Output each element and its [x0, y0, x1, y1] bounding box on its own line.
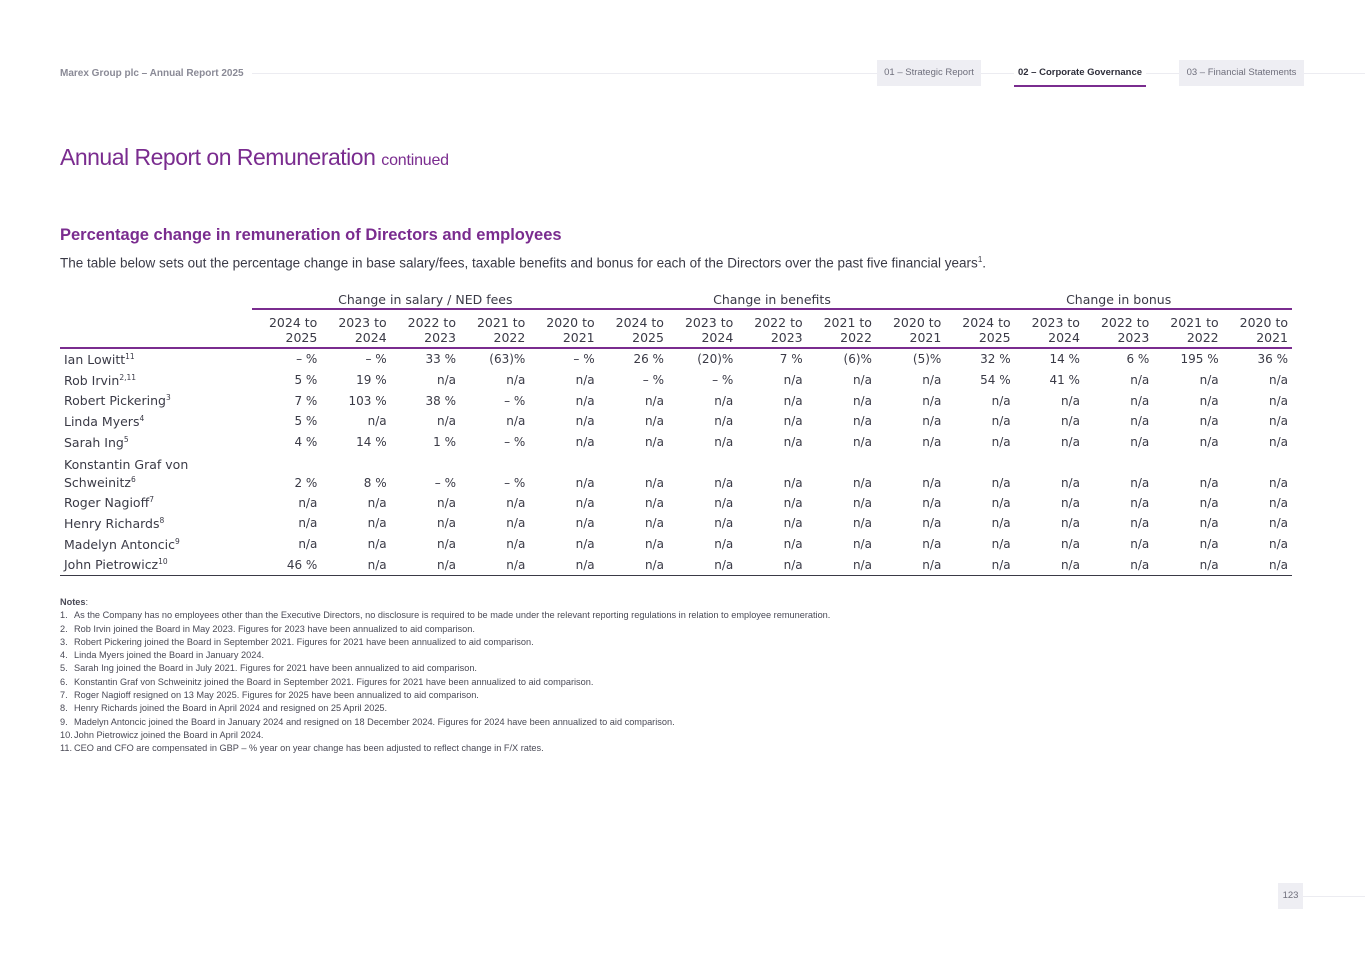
intro-body: The table below sets out the percentage change in base salary/fees, taxable benefits and bonus for each of the Directors over the past five financial years	[60, 255, 978, 271]
year-header-from: 2024 to	[962, 315, 1011, 330]
table-cell: n/a	[436, 537, 456, 552]
table-cell: – %	[504, 435, 526, 450]
year-header-to: 2021	[909, 330, 942, 345]
note-item	[60, 649, 830, 662]
table-cell: n/a	[783, 537, 803, 552]
table-cell: n/a	[506, 414, 526, 429]
table-cell: n/a	[714, 495, 734, 510]
director-name	[60, 555, 252, 576]
note-item	[60, 729, 830, 742]
note-text: Konstantin Graf von Schweinitz joined the Board in September 2021. Figures for 2021 have been annualized to aid comparison.	[74, 676, 594, 687]
year-header-from: 2020 to	[892, 315, 942, 330]
table-cell: – %	[504, 476, 526, 491]
note-item	[60, 662, 830, 675]
table-cell: 36 %	[1257, 352, 1288, 367]
year-header-from: 2023 to	[684, 315, 734, 330]
table-cell: (20)%	[697, 352, 734, 367]
table-cell: n/a	[644, 435, 664, 450]
year-header-from: 2021 to	[823, 315, 872, 330]
table-cell: n/a	[1060, 435, 1080, 450]
year-header-blank	[60, 309, 252, 348]
year-header-to: 2025	[978, 330, 1011, 345]
table-cell: n/a	[1130, 495, 1150, 510]
table-cell: 5 %	[294, 373, 318, 388]
tab-corporate-governance[interactable]: 02 – Corporate Governance	[1014, 60, 1146, 87]
table-cell: n/a	[991, 516, 1011, 531]
tab-strategic-report[interactable]: 01 – Strategic Report	[877, 60, 981, 86]
table-cell: 8 %	[363, 476, 387, 491]
note-number: 1.	[60, 610, 68, 621]
table-cell: n/a	[1268, 476, 1288, 491]
table-cell: n/a	[807, 555, 876, 576]
table-cell: n/a	[436, 373, 456, 388]
report-name: Marex Group plc – Annual Report 2025	[60, 68, 252, 79]
notes	[60, 596, 830, 756]
notes-title: Notes:	[60, 597, 89, 607]
table-cell: n/a	[298, 495, 318, 510]
table-cell: n/a	[714, 435, 734, 450]
table-cell: 14 %	[1049, 352, 1080, 367]
year-header	[599, 309, 668, 348]
table-cell: n/a	[1130, 414, 1150, 429]
table-cell: n/a	[644, 476, 664, 491]
note-number: 6.	[60, 676, 68, 687]
note-number: 11.	[60, 743, 73, 754]
footnote-ref: 10	[158, 557, 168, 567]
table-cell: n/a	[922, 537, 942, 552]
year-header-from: 2024 to	[268, 315, 318, 330]
table-cell: n/a	[945, 555, 1014, 576]
table-cell: n/a	[852, 495, 872, 510]
table-cell: – %	[642, 373, 664, 388]
table-row	[60, 390, 1292, 411]
table-cell: n/a	[991, 495, 1011, 510]
table-corner	[60, 287, 252, 309]
table-cell: n/a	[783, 495, 803, 510]
table-cell: n/a	[991, 393, 1011, 408]
table-cell: n/a	[1130, 476, 1150, 491]
director-name-text: John Pietrowicz	[64, 557, 159, 573]
footnote-ref: 2,11	[119, 372, 137, 382]
year-header	[945, 309, 1014, 348]
year-header	[252, 309, 321, 348]
table-cell: 2 %	[294, 476, 318, 491]
year-header-to: 2022	[1186, 330, 1219, 345]
table-cell: n/a	[1268, 516, 1288, 531]
intro-text	[60, 255, 986, 271]
table-cell: n/a	[852, 414, 872, 429]
note-number: 7.	[60, 690, 68, 701]
note-number: 5.	[60, 663, 68, 674]
table-cell: n/a	[1060, 414, 1080, 429]
note-text: CEO and CFO are compensated in GBP – % year on year change has been adjusted to reflect change in F/X rates.	[74, 743, 544, 754]
year-header	[460, 309, 529, 348]
table-cell: n/a	[922, 414, 942, 429]
director-name	[60, 534, 252, 555]
director-name-text: Robert Pickering	[64, 393, 166, 409]
table-cell: n/a	[922, 476, 942, 491]
year-header	[529, 309, 598, 348]
table-cell: – %	[712, 373, 734, 388]
table-row	[60, 411, 1292, 432]
note-text: Henry Richards joined the Board in April 2024 and resigned on 25 April 2025.	[74, 703, 388, 714]
table-cell: n/a	[1199, 373, 1219, 388]
table-cell: n/a	[575, 373, 595, 388]
footnote-ref: 4	[139, 413, 145, 423]
table-cell: n/a	[783, 435, 803, 450]
table-cell: n/a	[367, 516, 387, 531]
table-cell: n/a	[1268, 537, 1288, 552]
note-item	[60, 689, 830, 702]
table-row	[60, 534, 1292, 555]
table-cell: n/a	[783, 373, 803, 388]
table-cell: 14 %	[356, 435, 387, 450]
notes-title-text: Notes	[60, 597, 86, 607]
table-row	[60, 555, 1292, 576]
director-name	[60, 452, 252, 492]
director-name	[60, 513, 252, 534]
year-header	[737, 309, 806, 348]
table-cell: n/a	[1268, 495, 1288, 510]
table-cell: n/a	[575, 435, 595, 450]
year-header	[1015, 309, 1084, 348]
table-cell: n/a	[783, 476, 803, 491]
note-number: 8.	[60, 703, 68, 714]
year-header	[391, 309, 460, 348]
table-row	[60, 432, 1292, 453]
table-cell: n/a	[714, 393, 734, 408]
table-cell: 26 %	[633, 352, 664, 367]
table-cell: n/a	[575, 393, 595, 408]
note-text: Sarah Ing joined the Board in July 2021. Figures for 2021 have been annualized to aid comparison.	[74, 663, 477, 674]
director-name-text: Sarah Ing	[64, 434, 124, 450]
note-text: Madelyn Antoncic joined the Board in January 2024 and resigned on 18 December 2024. Figures for 2024 have been annualized to aid comparison.	[74, 716, 675, 727]
director-name-text: Rob Irvin	[64, 372, 120, 388]
table-cell: n/a	[922, 435, 942, 450]
table-cell: n/a	[714, 414, 734, 429]
table-cell: – %	[434, 476, 456, 491]
note-item	[60, 636, 830, 649]
table-cell: n/a	[436, 495, 456, 510]
director-name-line1: Konstantin Graf von	[64, 457, 189, 473]
table-cell: 7 %	[779, 352, 803, 367]
table-cell: n/a	[506, 495, 526, 510]
note-text: John Pietrowicz joined the Board in April 2024.	[74, 729, 264, 740]
table-cell: 38 %	[425, 393, 456, 408]
table-cell: n/a	[460, 555, 529, 576]
footnote-ref: 6	[130, 475, 136, 485]
table-cell: n/a	[1268, 393, 1288, 408]
table-row	[60, 513, 1292, 534]
year-header-to: 2023	[424, 330, 456, 345]
table-cell: n/a	[644, 537, 664, 552]
director-name-text: Henry Richards	[64, 515, 160, 531]
year-header	[807, 309, 876, 348]
table-cell: n/a	[783, 516, 803, 531]
year-header-from: 2021 to	[1170, 315, 1219, 330]
table-cell: n/a	[1199, 476, 1219, 491]
note-text: Robert Pickering joined the Board in September 2021. Figures for 2021 have been annualized to aid comparison.	[74, 636, 534, 647]
table-cell: 1 %	[433, 435, 456, 450]
table-cell: n/a	[506, 537, 526, 552]
table-cell: n/a	[1130, 537, 1150, 552]
year-header-to: 2023	[1117, 330, 1150, 345]
year-header-to: 2024	[354, 330, 387, 345]
year-header-to: 2025	[632, 330, 664, 345]
table-cell: n/a	[575, 495, 595, 510]
year-header-from: 2023 to	[338, 315, 387, 330]
table-cell: 6 %	[1126, 352, 1150, 367]
note-item	[60, 716, 830, 729]
notes-list	[60, 609, 830, 755]
table-cell: (63)%	[489, 352, 526, 367]
tab-financial-statements[interactable]: 03 – Financial Statements	[1179, 60, 1304, 86]
table-cell: n/a	[876, 555, 945, 576]
table-cell: n/a	[298, 516, 318, 531]
table-cell: n/a	[1199, 393, 1219, 408]
page-title-main: Annual Report on Remuneration	[60, 144, 376, 170]
table-cell: n/a	[1153, 555, 1222, 576]
table-row	[60, 370, 1292, 391]
table-cell: n/a	[714, 476, 734, 491]
table-cell: (5)%	[912, 352, 942, 367]
note-number: 9.	[60, 716, 68, 727]
table-cell: n/a	[367, 414, 387, 429]
table-cell: n/a	[1060, 516, 1080, 531]
table-cell: n/a	[922, 393, 942, 408]
table-cell: n/a	[1130, 393, 1150, 408]
table-cell: n/a	[668, 555, 737, 576]
remuneration-change-table	[60, 287, 1292, 576]
page-title-suffix: continued	[381, 152, 449, 169]
note-number: 3.	[60, 636, 68, 647]
table-cell: n/a	[436, 516, 456, 531]
table-cell: n/a	[1199, 537, 1219, 552]
table-cell: n/a	[436, 414, 456, 429]
table-cell: n/a	[1199, 435, 1219, 450]
year-header-to: 2024	[1048, 330, 1080, 345]
table-cell: 7 %	[294, 393, 318, 408]
note-item	[60, 702, 830, 715]
table-cell: n/a	[644, 414, 664, 429]
year-header-to: 2022	[840, 330, 872, 345]
year-header	[321, 309, 390, 348]
table-cell: n/a	[1130, 373, 1150, 388]
table-cell: n/a	[575, 414, 595, 429]
table-cell: n/a	[714, 516, 734, 531]
table-row	[60, 452, 1292, 492]
table-cell: n/a	[1199, 495, 1219, 510]
note-text: Linda Myers joined the Board in January 2024.	[74, 650, 264, 661]
year-header-to: 2022	[493, 330, 526, 345]
year-header-from: 2020 to	[546, 315, 595, 330]
table-cell: n/a	[644, 393, 664, 408]
table-cell: n/a	[991, 537, 1011, 552]
note-item	[60, 742, 830, 755]
table-cell: – %	[365, 352, 387, 367]
footer-rule	[1300, 896, 1365, 897]
table-cell: n/a	[1130, 516, 1150, 531]
table-cell: n/a	[1268, 414, 1288, 429]
note-item	[60, 609, 830, 622]
table-cell: n/a	[1223, 555, 1292, 576]
table-cell: 54 %	[980, 373, 1011, 388]
table-cell: n/a	[529, 555, 598, 576]
table-cell: n/a	[737, 555, 806, 576]
director-name	[60, 348, 252, 370]
table-cell: n/a	[575, 476, 595, 491]
year-header-from: 2022 to	[1100, 315, 1150, 330]
note-item	[60, 623, 830, 636]
footnote-ref: 5	[123, 434, 129, 444]
note-number: 4.	[60, 650, 68, 661]
table-cell: n/a	[991, 435, 1011, 450]
director-name	[60, 492, 252, 513]
table-cell: n/a	[1084, 555, 1153, 576]
table-row	[60, 492, 1292, 513]
director-name-text: Schweinitz	[64, 475, 131, 491]
year-header	[668, 309, 737, 348]
director-name-text: Linda Myers	[64, 413, 140, 429]
table-cell: n/a	[852, 435, 872, 450]
director-name-text: Ian Lowitt	[64, 351, 126, 367]
year-header	[1153, 309, 1222, 348]
year-header-to: 2023	[770, 330, 803, 345]
table-cell: 32 %	[980, 352, 1011, 367]
footnote-ref: 3	[165, 393, 171, 403]
table-cell: n/a	[783, 414, 803, 429]
year-header	[876, 309, 945, 348]
note-item	[60, 676, 830, 689]
year-header-from: 2023 to	[1031, 315, 1080, 330]
table-cell: – %	[573, 352, 595, 367]
table-cell: n/a	[852, 516, 872, 531]
table-cell: n/a	[575, 537, 595, 552]
page-number: 123	[1278, 883, 1303, 909]
table-cell: n/a	[852, 537, 872, 552]
table-cell: n/a	[1268, 373, 1288, 388]
footnote-ref: 11	[125, 351, 135, 361]
director-name-text: Roger Nagioff	[64, 495, 150, 511]
group-header-bonus: Change in bonus	[945, 287, 1292, 309]
table-cell: n/a	[991, 414, 1011, 429]
table-cell: 195 %	[1180, 352, 1219, 367]
year-header-to: 2021	[562, 330, 595, 345]
year-header-to: 2024	[701, 330, 734, 345]
table-cell: n/a	[391, 555, 460, 576]
table-cell: n/a	[644, 516, 664, 531]
footnote-ref: 8	[159, 515, 165, 525]
year-header-from: 2021 to	[476, 315, 526, 330]
director-name	[60, 390, 252, 411]
year-header-to: 2025	[285, 330, 318, 345]
note-text: Roger Nagioff resigned on 13 May 2025. Figures for 2025 have been annualized to aid comparison.	[74, 690, 479, 701]
table-cell: n/a	[1130, 435, 1150, 450]
table-cell: n/a	[1199, 516, 1219, 531]
table-cell: n/a	[922, 516, 942, 531]
intro-period: .	[982, 255, 987, 271]
group-header-salary: Change in salary / NED fees	[252, 287, 599, 309]
table-cell: n/a	[506, 516, 526, 531]
year-header-from: 2024 to	[615, 315, 664, 330]
intro-footnote-ref: 1	[977, 255, 983, 264]
table-cell: n/a	[1015, 555, 1084, 576]
table-cell: (6)%	[843, 352, 872, 367]
note-number: 10.	[60, 729, 73, 740]
table-cell: n/a	[1060, 495, 1080, 510]
table-cell: 33 %	[425, 352, 456, 367]
group-header-benefits: Change in benefits	[599, 287, 946, 309]
section-heading: Percentage change in remuneration of Directors and employees	[60, 226, 562, 244]
table-cell: n/a	[321, 555, 390, 576]
table-cell: – %	[296, 352, 318, 367]
note-number: 2.	[60, 623, 68, 634]
director-name	[60, 432, 252, 453]
table-cell: n/a	[506, 373, 526, 388]
table-cell: n/a	[1060, 537, 1080, 552]
table-cell: n/a	[922, 495, 942, 510]
director-name	[60, 370, 252, 391]
year-header-to: 2021	[1256, 330, 1288, 345]
year-header	[1223, 309, 1292, 348]
table-cell: n/a	[922, 373, 942, 388]
director-name-text: Madelyn Antoncic	[64, 536, 175, 552]
table-cell: – %	[504, 393, 526, 408]
note-text: As the Company has no employees other than the Executive Directors, no disclosure is required to be made under the relevant reporting regulations in relation to employee remuneration.	[74, 610, 831, 621]
page-title	[60, 144, 449, 171]
year-header-from: 2020 to	[1239, 315, 1288, 330]
table-cell: 103 %	[348, 393, 387, 408]
table-cell: 5 %	[294, 414, 318, 429]
table-cell: n/a	[1268, 435, 1288, 450]
table-cell: n/a	[1060, 476, 1080, 491]
note-text: Rob Irvin joined the Board in May 2023. Figures for 2023 have been annualized to aid comparison.	[74, 623, 475, 634]
table-cell: n/a	[367, 537, 387, 552]
table-cell: n/a	[1199, 414, 1219, 429]
table-cell: 4 %	[294, 435, 318, 450]
table-cell: n/a	[575, 516, 595, 531]
table-cell: n/a	[852, 476, 872, 491]
table-cell: n/a	[783, 393, 803, 408]
footnote-ref: 7	[149, 495, 154, 505]
year-header	[1084, 309, 1153, 348]
table-cell: n/a	[1060, 393, 1080, 408]
table-cell: 46 %	[252, 555, 321, 576]
table-cell: n/a	[852, 373, 872, 388]
year-header-from: 2022 to	[754, 315, 803, 330]
table-cell: n/a	[298, 537, 318, 552]
table-cell: n/a	[644, 495, 664, 510]
year-header-from: 2022 to	[407, 315, 456, 330]
table-cell: n/a	[991, 476, 1011, 491]
table-cell: 41 %	[1049, 373, 1080, 388]
table-row	[60, 348, 1292, 370]
director-name	[60, 411, 252, 432]
table-cell: n/a	[599, 555, 668, 576]
table-cell: n/a	[367, 495, 387, 510]
table-cell: 19 %	[356, 373, 387, 388]
table-cell: n/a	[852, 393, 872, 408]
table-cell: n/a	[714, 537, 734, 552]
footnote-ref: 9	[175, 536, 180, 546]
